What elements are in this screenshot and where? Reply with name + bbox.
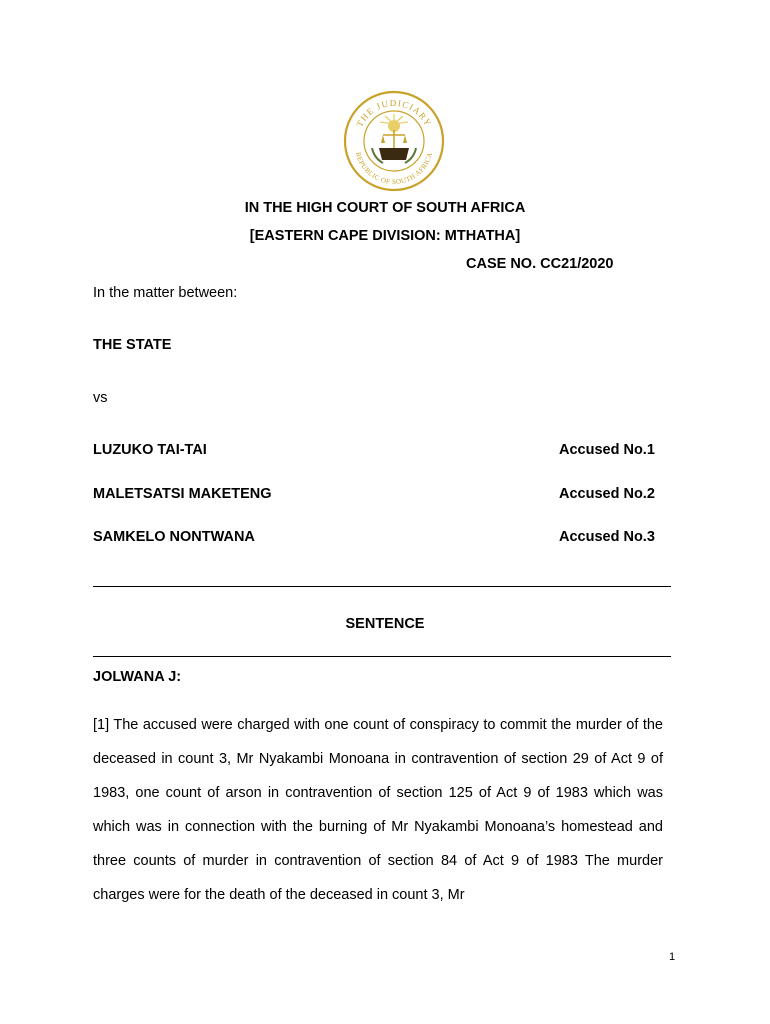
document-type-heading: SENTENCE — [345, 616, 425, 632]
court-division: [EASTERN CAPE DIVISION: MTHATHA] — [249, 228, 521, 244]
accused-3-name: SAMKELO NONTWANA — [93, 529, 255, 545]
accused-1-name: LUZUKO TAI-TAI — [93, 442, 207, 458]
divider-line — [93, 656, 671, 657]
accused-2-role: Accused No.2 — [559, 486, 655, 502]
divider-line — [93, 586, 671, 587]
versus-text: vs — [93, 390, 108, 406]
accused-3-role: Accused No.3 — [559, 529, 655, 545]
complainant-party: THE STATE — [93, 337, 172, 353]
case-number: CASE NO. CC21/2020 — [466, 256, 614, 272]
seal-emblem — [372, 114, 416, 163]
court-title: IN THE HIGH COURT OF SOUTH AFRICA — [244, 200, 526, 216]
seal-top-text: THE JUDICIARY — [354, 97, 434, 129]
judge-name: JOLWANA J: — [93, 669, 182, 685]
accused-2-name: MALETSATSI MAKETENG — [93, 486, 272, 502]
seal-bottom-text: REPUBLIC OF SOUTH AFRICA — [353, 151, 435, 187]
paragraph-1: [1] The accused were charged with one count of conspiracy to commit the murder of the deceased in count 3, Mr Nyakambi Monoana in contravention of section 29 of Act 9 of 1983, one count of arson in contravention of section 125 of Act 9 of 1983 which was which was in connection with the burning of Mr Nyakambi Monoana’s homestead and three counts of murder in contravention of section 84 of Act 9 of 1983 The murder charges were for the death of the deceased in count 3, Mr — [93, 717, 663, 903]
matter-intro: In the matter between: — [93, 285, 238, 301]
accused-1-role: Accused No.1 — [559, 442, 655, 458]
page-number: 1 — [669, 951, 676, 963]
judiciary-seal — [341, 90, 447, 192]
